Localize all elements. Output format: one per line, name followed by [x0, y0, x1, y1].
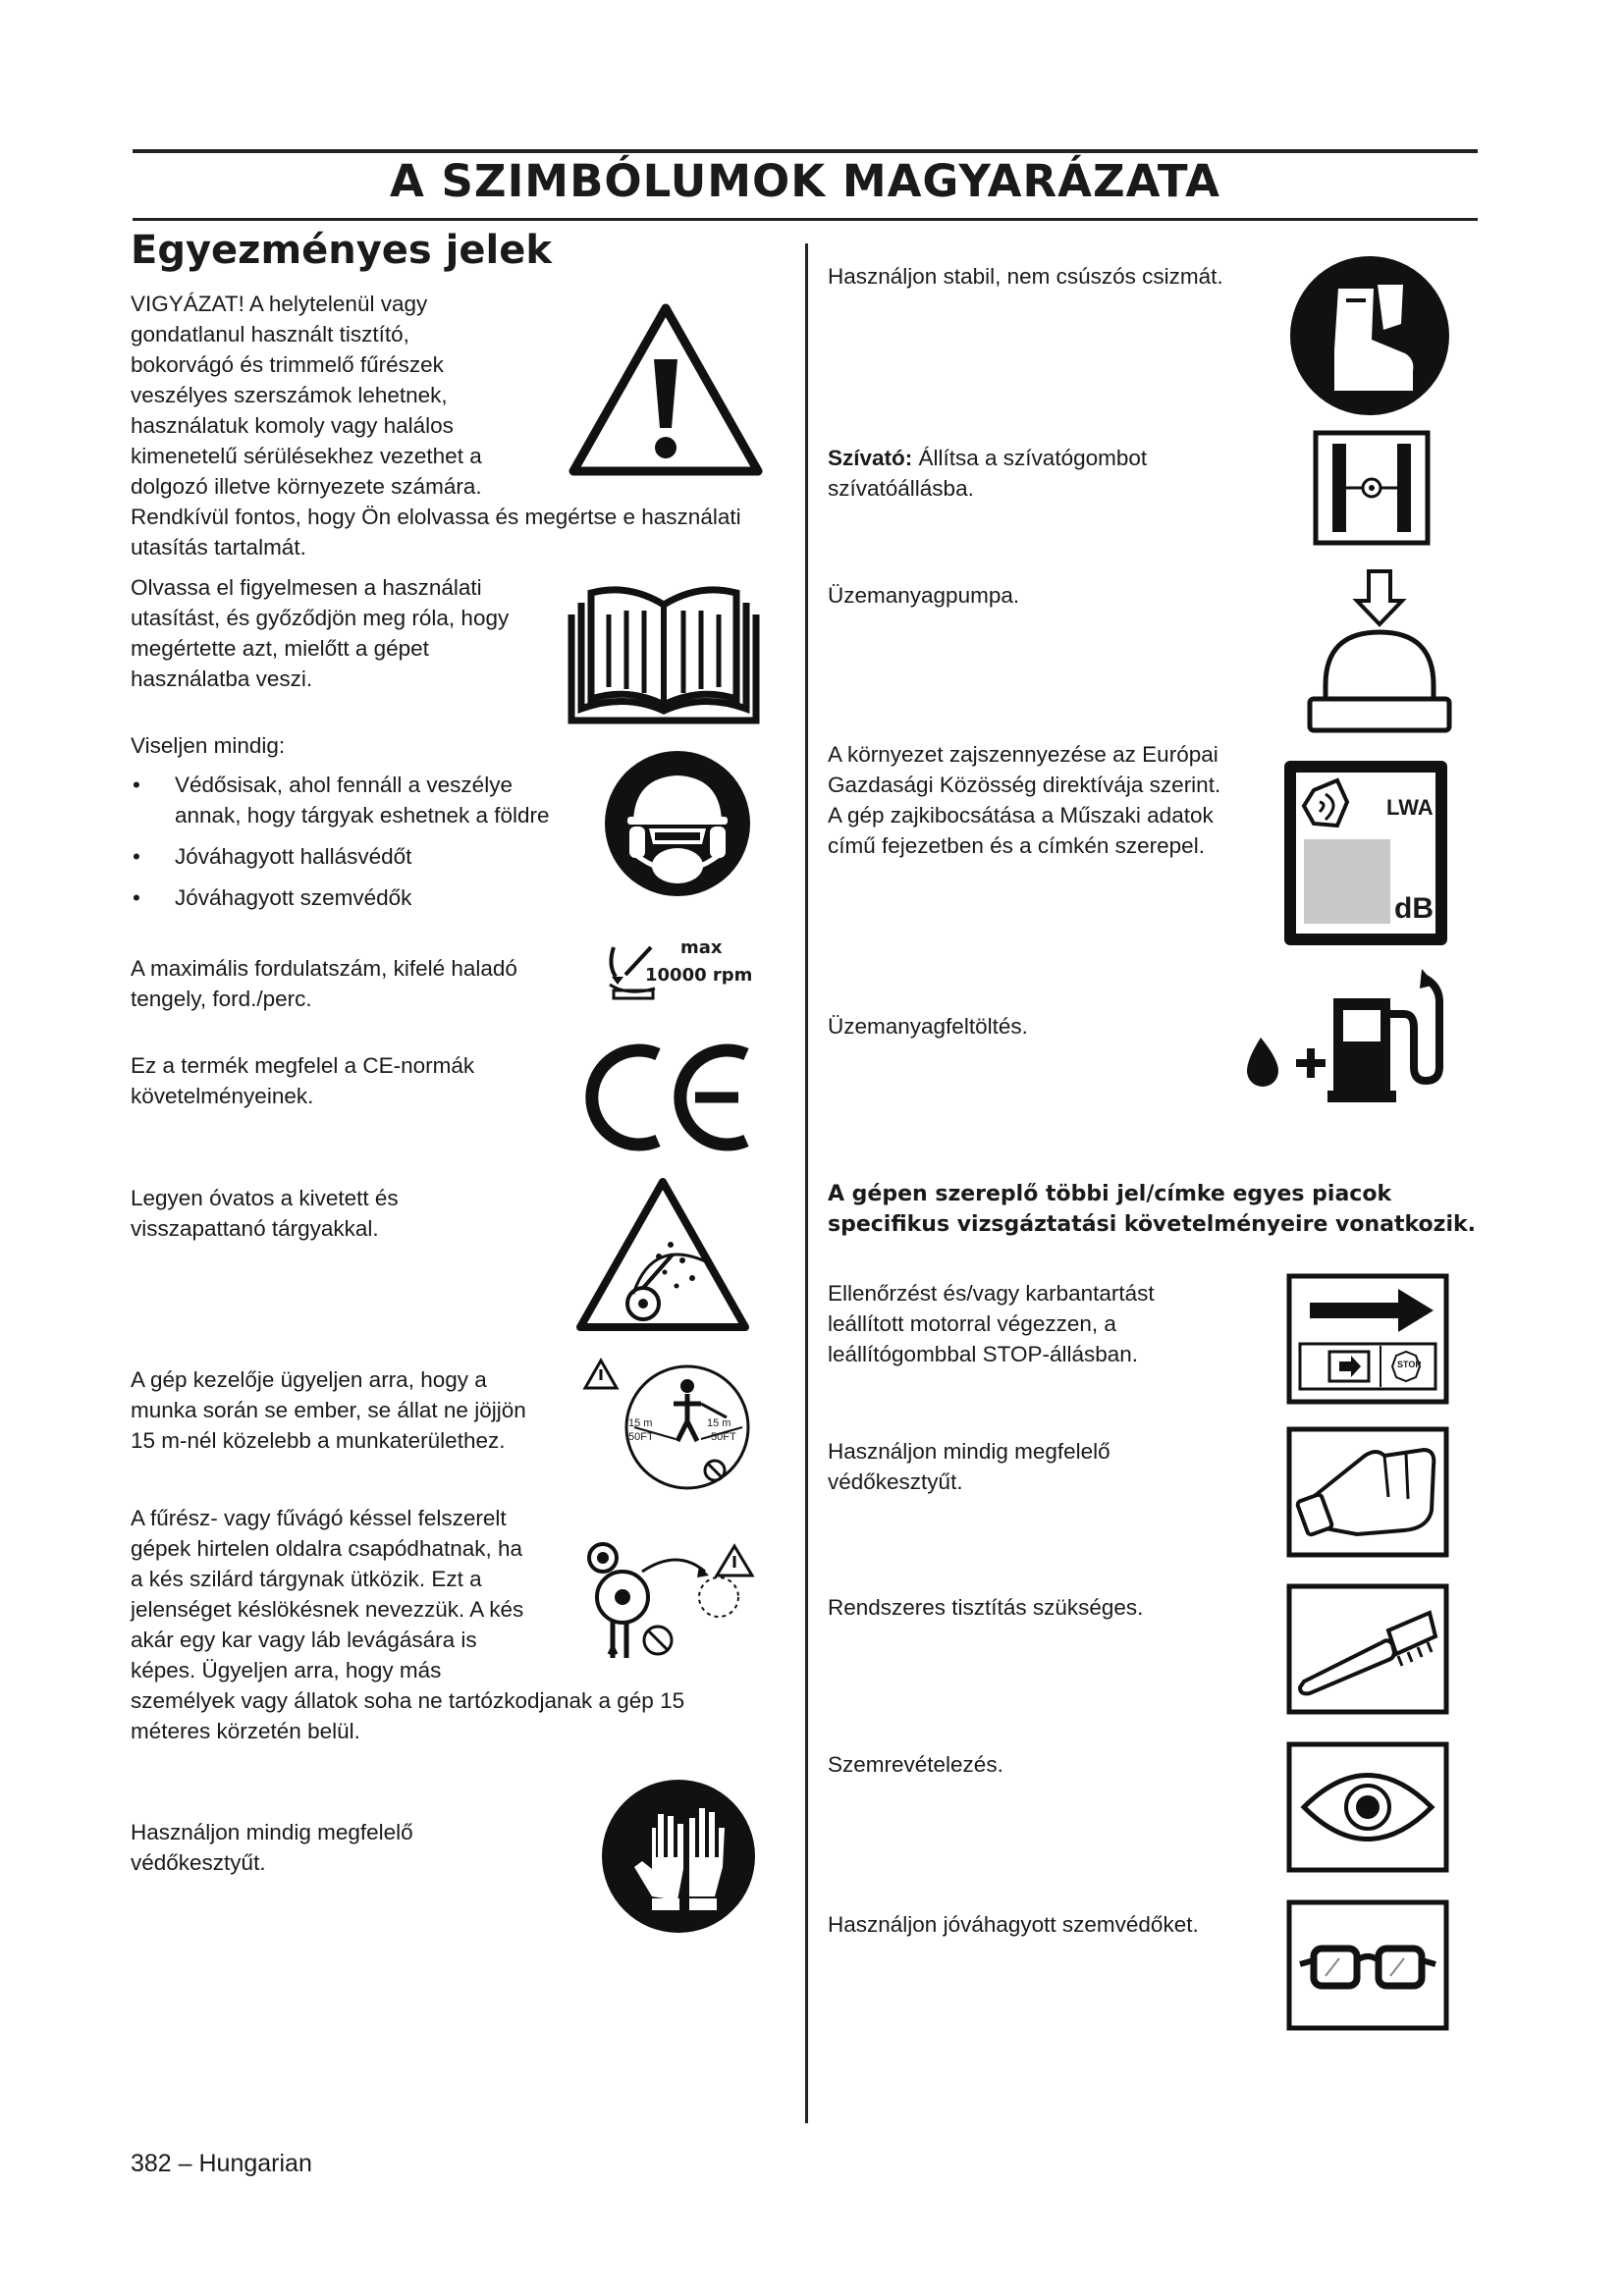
open-book-icon [566, 585, 762, 728]
brush-icon [1286, 1583, 1449, 1715]
glove-icon [1286, 1426, 1449, 1558]
top-rule [133, 149, 1478, 153]
page-title: A SZIMBÓLUMOK MAGYARÁZATA [390, 155, 1220, 207]
distance-m-left: 15 m [628, 1417, 653, 1429]
list-item: • Jóváhagyott hallásvédőt [131, 841, 582, 872]
fuel-pump-bulb-icon [1306, 567, 1453, 736]
gloves-icon [601, 1779, 756, 1934]
eyewear-text: Használjon jóváhagyott szemvédőket. [828, 1912, 1199, 1937]
refuel-text: Üzemanyagfeltöltés. [828, 1014, 1028, 1039]
fuel-pump-text: Üzemanyagpumpa. [828, 583, 1020, 608]
kickback-icon [579, 1536, 756, 1664]
noise-lwa-label: LWA [1386, 795, 1434, 820]
noise-label-icon [1284, 761, 1447, 945]
column-divider [805, 243, 808, 2123]
stop-label: STOP [1397, 1360, 1422, 1369]
title-underline [133, 218, 1478, 221]
rpm-value-label: 10000 rpm [645, 965, 753, 986]
thrown-text: Legyen óvatos a kivetett és visszapattanó tárgyakkal. [131, 1186, 399, 1241]
cleaning-text: Rendszeres tisztítás szükséges. [828, 1595, 1144, 1620]
warning-triangle-icon [568, 302, 764, 479]
manual-text: Olvassa el figyelmesen a használati utasítást, és győződjön meg róla, hogy megértette azt, mielőtt a gépet használatba veszi. [131, 575, 510, 691]
rpm-text: A maximális fordulatszám, kifelé haladó tengely, ford./perc. [131, 956, 517, 1011]
gloves-text: Használjon mindig megfelelő védőkesztyűt. [131, 1820, 413, 1875]
inspection-text: Szemrevételezés. [828, 1752, 1003, 1777]
eye-icon [1286, 1741, 1449, 1873]
stop-text: Ellenőrzést és/vagy karbantartást leállított motorral végezzen, a leállítógombbal STOP-állásban. [828, 1281, 1155, 1366]
helmet-protection-icon [604, 750, 751, 897]
kickback-text: A fűrész- vagy fűvágó késsel felszerelt gépek hirtelen oldalra csapódhatnak, ha a kés szilárd tárgynak ütközik. Ezt a jelenséget késlökésnek nevezzük. A kés akár egy kar vagy láb levágására is képes. Ügyeljen arra, hogy más személyek vagy állatok soha ne tartózkodjanak a gép 15 méteres körzetén belül. [131, 1506, 685, 1743]
noise-text: A környezet zajszennyezése az Európai Gazdasági Közösség direktívája szerint. A gép zajkibocsátása a Műszaki adatok című fejezetben és a címkén szerepel. [828, 742, 1221, 858]
list-item: • Jóváhagyott szemvédők [131, 882, 582, 913]
wear-intro: Viseljen mindig: [131, 733, 286, 758]
page-footer: 382 – Hungarian [131, 2150, 312, 2177]
choke-text: Szívató: Állítsa a szívatógombot szívatóállásba. [828, 446, 1148, 501]
noise-db-label: dB [1394, 892, 1434, 925]
ce-text: Ez a termék megfelel a CE-normák követelményeinek. [131, 1053, 475, 1108]
wear-list [131, 770, 582, 924]
distance-ft-right: 50FT [711, 1431, 736, 1443]
warning-text: VIGYÁZAT! A helytelenül vagy gondatlanul használt tisztító, bokorvágó és trimmelő fűrészek veszélyes szerszámok lehetnek, használatuk komoly vagy halálos kimenetelű sérülésekhez vezethet a dolgozó illetve környezete számára. Rendkívül fontos, hogy Ön elolvassa és megértse e használati utasítás tartalmát. [131, 292, 741, 560]
list-item: • Védősisak, ahol fennáll a veszélye annak, hogy tárgyak eshetnek a földre [131, 770, 582, 830]
rpm-max-label: max [680, 937, 723, 958]
section-heading: Egyezményes jelek [131, 228, 552, 273]
stop-switch-icon [1286, 1273, 1449, 1405]
goggles-icon [1286, 1899, 1449, 2031]
boot-icon [1289, 255, 1450, 416]
choke-label: Szívató: [828, 446, 913, 470]
choke-icon [1313, 430, 1431, 546]
ce-mark-icon [581, 1039, 758, 1156]
distance-ft-left: 50FT [628, 1431, 654, 1443]
distance-m-right: 15 m [707, 1417, 731, 1429]
market-notice-text: A gépen szereplő többi jel/címke egyes piacok specifikus vizsgáztatási követelményeire vonatkozik. [828, 1182, 1476, 1237]
thrown-objects-icon [574, 1176, 751, 1333]
rpm-icon [604, 937, 761, 1006]
gloves2-text: Használjon mindig megfelelő védőkesztyűt. [828, 1439, 1110, 1494]
refuel-icon [1239, 965, 1451, 1108]
boots-text: Használjon stabil, nem csúszós csizmát. [828, 264, 1223, 289]
distance-text: A gép kezelője ügyeljen arra, hogy a munka során se ember, se állat ne jöjjön 15 m-nél közelebb a munkaterülethez. [131, 1367, 526, 1453]
safety-distance-icon [579, 1357, 756, 1494]
